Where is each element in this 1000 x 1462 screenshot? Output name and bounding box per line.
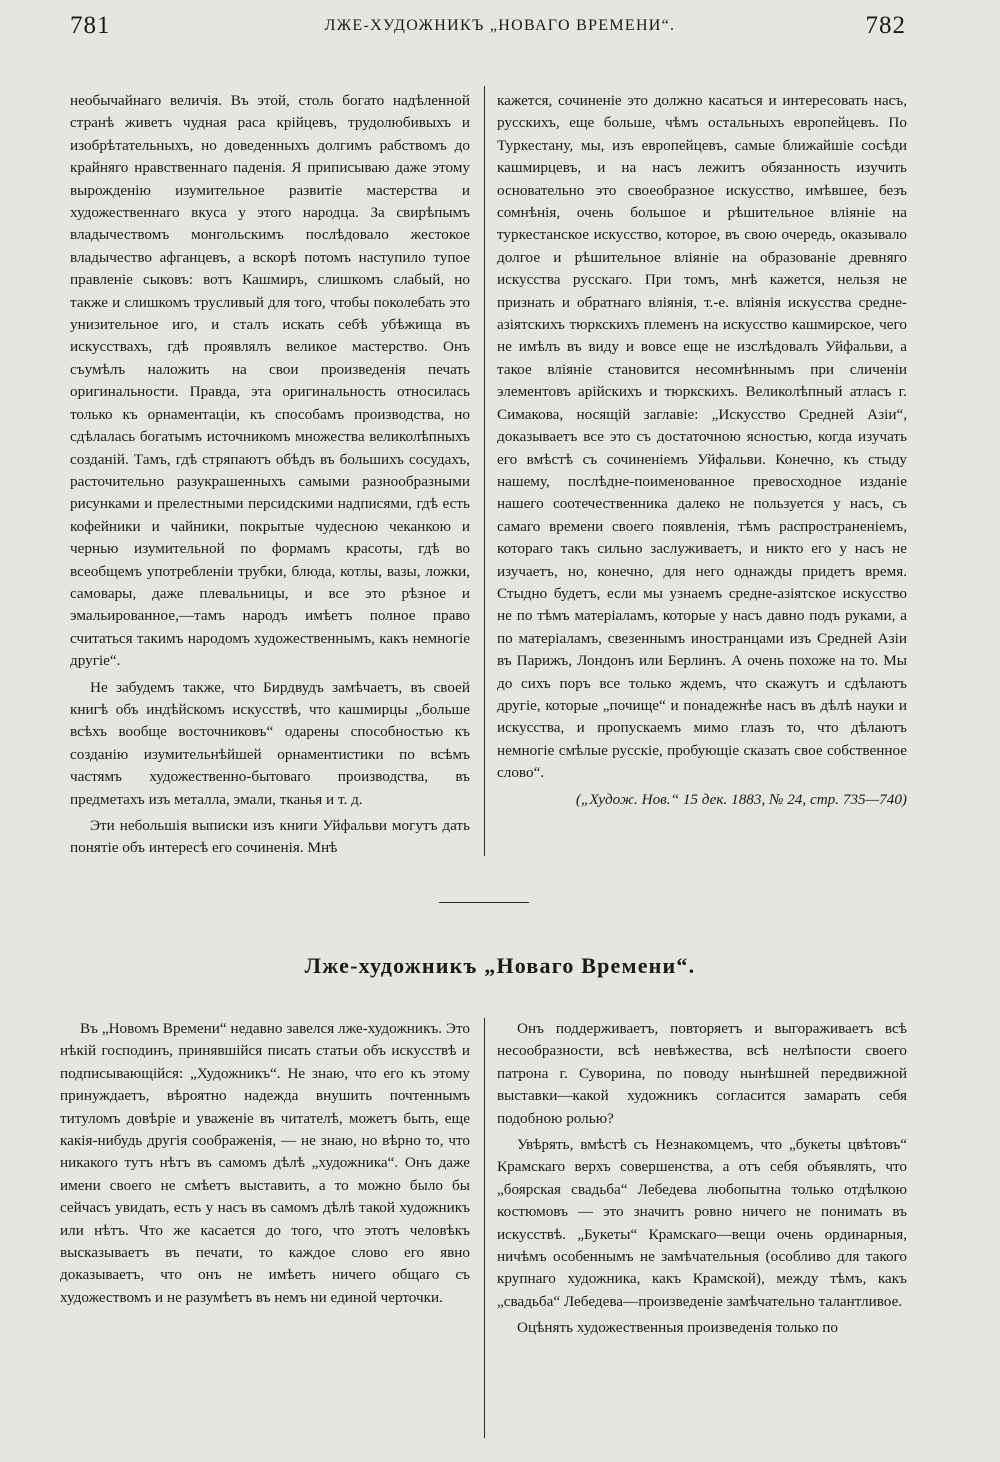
- citation: („Худож. Нов.“ 15 дек. 1883, № 24, стр. 735—740): [575, 790, 907, 808]
- bottom-left-column: [60, 1018, 470, 1309]
- bottom-right-column: [497, 1018, 907, 1340]
- paragraph: Въ „Новомъ Времени“ недавно завелся лже-художникъ. Это нѣкій господинъ, принявшійся писать статьи объ искусствѣ и подписывающійся: „Художникъ“. Не знаю, что его къ этому принуждаетъ, вѣроятно надежда внушить почтеннымъ титуломъ довѣріе и уваженіе въ читателѣ, можетъ быть, еще какія-нибудь другія соображенія, — не знаю, но вѣрно то, что никакого тутъ нѣтъ въ самомъ дѣлѣ „художника“. Онъ даже имени своего не смѣетъ выставить, а то можно было бы сейчасъ увидать, есть у насъ въ самомъ дѣлѣ такой художникъ или нѣтъ. Что же касается до того, что этотъ человѣкъ высказываетъ въ печати, то каждое слово его явно доказываетъ, что онъ не имѣетъ ничего общаго съ художествомъ и не разумѣетъ въ немъ ни единой черточки.: [60, 1020, 470, 1306]
- paragraph: Оцѣнять художественныя произведенія только по: [517, 1319, 838, 1337]
- section-separator: [439, 902, 529, 903]
- column-divider: [484, 86, 485, 856]
- paragraph: Увѣрять, вмѣстѣ съ Незнакомцемъ, что „букеты цвѣтовъ“ Крамскаго верхъ совершенства, а отъ себя объявлять, что „боярская свадьба“ Лебедева любопытна только отдѣлкою костюмовъ — это значитъ ровно ничего не понимать въ искусствѣ. „Букеты“ Крамскаго—вещи очень ординарныя, ничѣмъ особеннымъ не замѣчательныя (особливо для такого крупнаго художника, какъ Крамской), между тѣмъ, какъ „свадьба“ Лебедева—произведеніе замѣчательно талантливое.: [497, 1136, 907, 1310]
- column-divider: [484, 1018, 485, 1438]
- paragraph: необычайнаго величія. Въ этой, столь богато надѣленной странѣ живетъ чудная раса крійцевъ, трудолюбивыхъ и изобрѣтательныхъ, но доведенныхъ долгимъ рабствомъ до крайняго нравственнаго паденія. Я приписываю даже этому вырожденію изумительное развитіе мастерства и художественнаго вкуса у этого народца. За свирѣпымъ владычествомъ монгольскимъ послѣдовало жестокое владычество афганцевъ, а вскорѣ потомъ наступило тупое правленіе сыковъ: вотъ Кашмиръ, слишкомъ слабый, но также и слишкомъ трусливый для того, чтобы поколебать это унизительное иго, и сталъ искать себѣ убѣжища въ искусствахъ, гдѣ проявлялъ великое мастерство. Онъ съумѣлъ наложить на свои произведенія печать оригинальности. Правда, эта оригинальность относилась только къ орнаментаціи, къ способамъ производства, но сдѣлалась богатымъ источникомъ множества великолѣпныхъ созданій. Тамъ, гдѣ стряпаютъ обѣдъ въ большихъ сосудахъ, расточительно разукрашенныхъ самыми разнообразными рисунками и прелестными персидскими надписями, гдѣ есть кофейники и чайники, покрытые чудесною чеканкою и чернью изумительной по формамъ красоты, гдѣ во всеобщемъ употребленіи трубки, блюда, котлы, вазы, ложки, самовары, даже плевальницы, и все это рѣзное и эмальированное,—тамъ народъ имѣетъ полное право считаться такимъ народомъ художественнымъ, какъ немногіе другіе“.: [70, 92, 470, 670]
- running-title: ЛЖЕ-ХУДОЖНИКЪ „НОВАГО ВРЕМЕНИ“.: [324, 17, 676, 34]
- top-right-column: [497, 90, 907, 811]
- top-left-column: [70, 90, 470, 860]
- article-title: Лже-художникъ „Новаго Времени“.: [304, 953, 696, 978]
- page-number-left: 781: [70, 12, 111, 39]
- paragraph: Эти небольшія выписки изъ книги Уйфальви могутъ дать понятіе объ интересѣ его сочиненія. Мнѣ: [70, 817, 470, 857]
- running-header: [0, 10, 1000, 50]
- paragraph: кажется, сочиненіе это должно касаться и интересовать насъ, русскихъ, еще больше, чѣмъ остальныхъ европейцевъ. По Туркестану, мы, изъ европейцевъ, самые ближайшіе сосѣди кашмирцевъ, и на насъ лежитъ обязанность изучить основательно это своеобразное искусство, имѣвшее, безъ сомнѣнія, очень большое и рѣшительное вліяніе на туркестанское искусство, которое, въ свою очередь, оказывало долгое и рѣшительное вліяніе на образованіе древняго искусства русскаго. При томъ, мнѣ кажется, нельзя не признать и обратнаго вліянія, т.-е. вліянія искусства средне-азіятскихъ тюркскихъ племенъ на искусство кашмирское, чего не имѣлъ въ виду и вовсе еще не изслѣдовалъ Уйфальви, а такое вліяніе становится несомнѣннымъ при сличеніи элементовъ арійскихъ и тюркскихъ. Великолѣпный атласъ г. Симакова, носящій заглавіе: „Искусство Средней Азіи“, доказываетъ все это съ достаточною ясностью, когда изучать его вмѣстѣ съ сочиненіемъ Уйфальви. Конечно, къ стыду нашему, послѣдне-поименованное превосходное изданіе нашего соотечественника далеко не пользуется у насъ, съ самаго времени своего появленія, тѣмъ распространеніемъ, котораго такъ сильно заслуживаетъ, и никто его у насъ не изучаетъ, но, конечно, для него однажды придетъ время. Стыдно будетъ, если мы узнаемъ средне-азіятское искусство не по тѣмъ матеріаламъ, которые у насъ давно подъ руками, а по матеріаламъ, свезеннымъ иностранцами изъ Средней Азіи въ Парижъ, Лондонъ или Берлинъ. А очень похоже на то. Мы до сихъ поръ все только ждемъ, что скажутъ и сдѣлаютъ другіе, которые „почище“ и понадежнѣе насъ въ дѣлѣ науки и искусства, и пропускаемъ мимо глазъ то, что дѣлаютъ немногіе смѣлые русскіе, пробующіе сказать свое собственное слово“.: [497, 92, 907, 782]
- paragraph: Не забудемъ также, что Бирдвудъ замѣчаетъ, въ своей книгѣ объ индѣйскомъ искусствѣ, что кашмирцы „больше всѣхъ вообще восточниковъ“ одарены способностью къ созданію изумительнѣйшей орнаментистики по всѣмъ частямъ художественно-бытоваго производства, въ предметахъ изъ металла, эмали, тканья и т. д.: [70, 678, 470, 808]
- page-number-right: 782: [865, 12, 906, 39]
- paragraph: Онъ поддерживаетъ, повторяетъ и выгораживаетъ всѣ несообразности, всѣ невѣжества, всѣ нелѣпости своего патрона г. Суворина, по поводу нынѣшней передвижной выставки—какой художникъ согласится замарать себя подобною ролью?: [497, 1020, 907, 1127]
